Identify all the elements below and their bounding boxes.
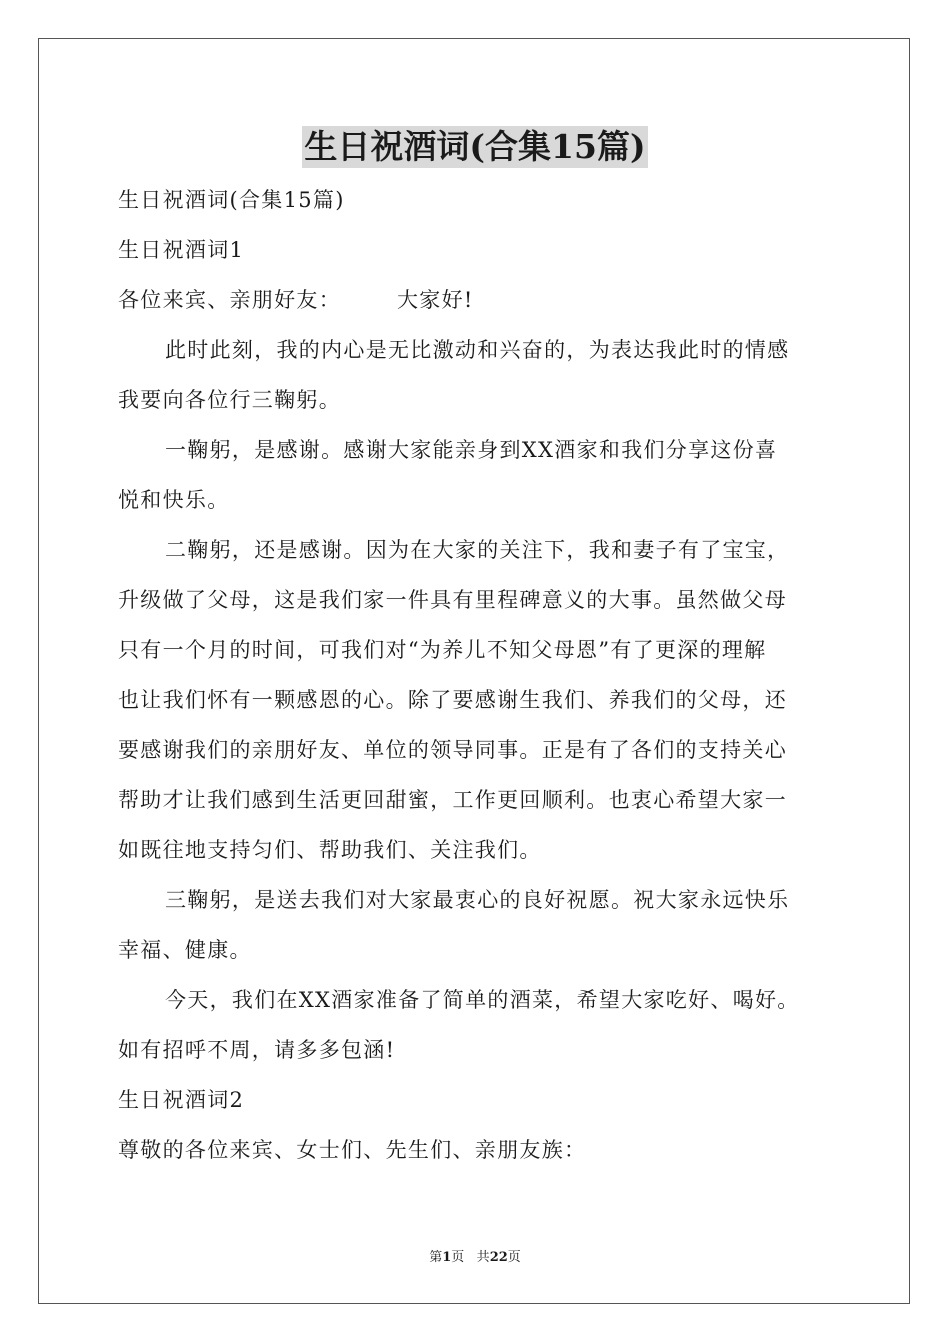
paragraph-line: 一鞠躬，是感谢。感谢大家能亲身到XX酒家和我们分享这份喜 — [165, 438, 778, 462]
paragraph-line: 此时此刻，我的内心是无比激动和兴奋的，为表达我此时的情感 — [165, 338, 790, 362]
footer-page-suffix: 页 — [451, 1250, 465, 1265]
paragraph-line: 二鞠躬，还是感谢。因为在大家的关注下，我和妻子有了宝宝， — [165, 538, 790, 562]
greeting-text: 各位来宾、亲朋好友： — [118, 288, 341, 312]
paragraph-line: 帮助才让我们感到生活更回甜蜜，工作更回顺利。也衷心希望大家一 — [118, 788, 787, 812]
paragraph-line: 如既往地支持匀们、帮助我们、关注我们。 — [118, 838, 542, 862]
paragraph-line: 尊敬的各位来宾、女士们、先生们、亲朋友族： — [118, 1138, 587, 1162]
page-footer — [0, 1246, 950, 1265]
subtitle-line: 生日祝酒词(合集15篇) — [118, 188, 345, 212]
footer-total-suffix: 页 — [507, 1250, 521, 1265]
paragraph-line: 悦和快乐。 — [118, 488, 230, 512]
paragraph-line: 今天，我们在XX酒家准备了简单的酒菜，希望大家吃好、喝好。 — [165, 988, 800, 1012]
paragraph-line: 幸福、健康。 — [118, 938, 252, 962]
footer-total-pages: 22 — [489, 1250, 508, 1265]
section-heading-2: 生日祝酒词2 — [118, 1088, 245, 1112]
greeting-hello: 大家好! — [397, 288, 474, 312]
footer-page-number: 1 — [442, 1250, 452, 1265]
page-border — [38, 38, 910, 1304]
paragraph-line: 我要向各位行三鞠躬。 — [118, 388, 341, 412]
footer-prefix: 第 — [429, 1250, 443, 1265]
footer-total-prefix: 共 — [476, 1250, 490, 1265]
paragraph-line: 要感谢我们的亲朋好友、单位的领导同事。正是有了各们的支持关心 — [118, 738, 787, 762]
greeting-line — [118, 286, 474, 314]
paragraph-line: 三鞠躬，是送去我们对大家最衷心的良好祝愿。祝大家永远快乐 — [165, 888, 790, 912]
section-heading-1: 生日祝酒词1 — [118, 238, 245, 262]
paragraph-line: 也让我们怀有一颗感恩的心。除了要感谢生我们、养我们的父母，还 — [118, 688, 787, 712]
paragraph-line: 只有一个月的时间，可我们对“为养儿不知父母恩”有了更深的理解 — [118, 638, 767, 662]
document-title-wrap — [0, 126, 950, 168]
paragraph-line: 升级做了父母，这是我们家一件具有里程碑意义的大事。虽然做父母 — [118, 588, 787, 612]
paragraph-line: 如有招呼不周，请多多包涵! — [118, 1038, 396, 1062]
document-title: 生日祝酒词(合集15篇) — [304, 127, 646, 166]
